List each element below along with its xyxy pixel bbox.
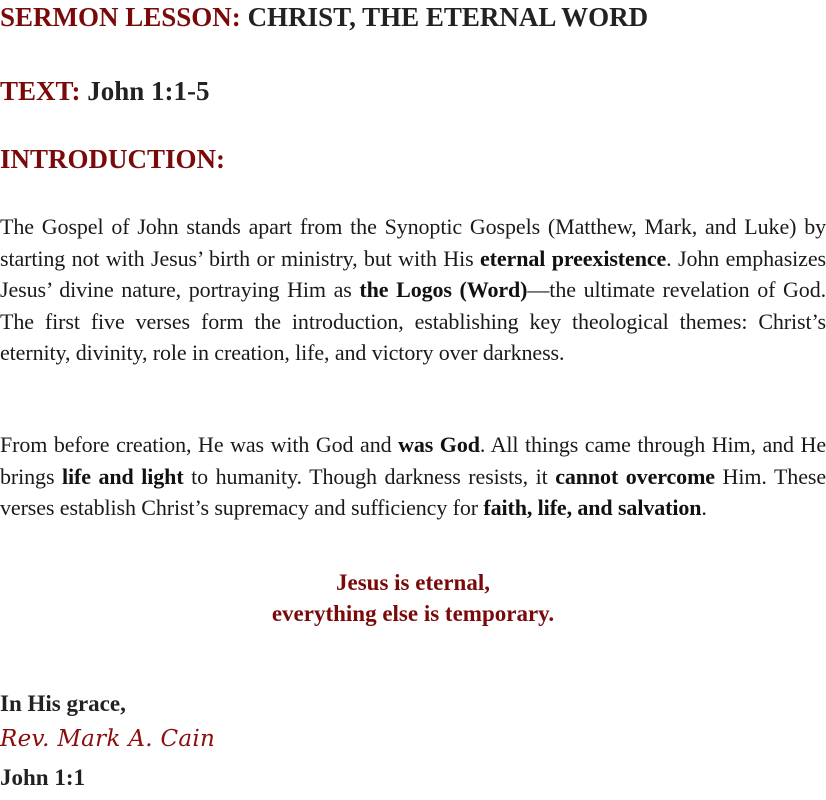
author-signature: Rev. Mark A. Cain bbox=[0, 726, 216, 752]
p2-text-2: . All things came through Him, and He brings bbox=[0, 432, 826, 489]
p2-text-3: to humanity. Though darkness resists, it bbox=[183, 463, 556, 489]
scripture-text-value: John 1:1-5 bbox=[87, 76, 210, 106]
p1-text-3: —the ultimate revelation of God. The first five verses form the introduction, establishing key theological themes: Christ’s eternity, divinity, role in creation, life, and victory over darkness. bbox=[0, 277, 826, 365]
closing-greeting: In His grace, bbox=[0, 691, 126, 716]
p1-bold-eternal-preexistence: eternal preexistence bbox=[480, 245, 667, 271]
p2-bold-cannot-overcome: cannot overcome bbox=[555, 463, 715, 489]
p2-bold-was-god: was God bbox=[398, 432, 480, 457]
scripture-text-label: TEXT: bbox=[0, 76, 81, 106]
introduction-paragraph-2 bbox=[0, 429, 826, 524]
quote-line-1: Jesus is eternal, bbox=[336, 570, 490, 595]
scripture-text bbox=[0, 75, 210, 107]
quote-line-2: everything else is temporary. bbox=[271, 601, 555, 626]
sermon-title-value: CHRIST, THE ETERNAL WORD bbox=[247, 2, 649, 32]
introduction-paragraph-1 bbox=[0, 211, 826, 369]
p2-bold-life-and-light: life and light bbox=[62, 463, 184, 489]
p1-text-1: The Gospel of John stands apart from the Synoptic Gospels (Matthew, Mark, and Luke) by starting not with Jesus’ birth or ministry, but with His bbox=[0, 214, 826, 271]
closing-reference: John 1:1 bbox=[0, 765, 85, 790]
p1-text-2: . John emphasizes Jesus’ divine nature, portraying Him as bbox=[0, 245, 826, 302]
introduction-heading: INTRODUCTION: bbox=[0, 144, 226, 174]
p1-bold-logos: the Logos (Word) bbox=[359, 277, 528, 302]
p2-text-4: Him. These verses establish Christ’s supremacy and sufficiency for bbox=[0, 463, 826, 520]
sermon-title bbox=[0, 1, 648, 33]
p2-text-5: . bbox=[701, 495, 707, 520]
p2-text-1: From before creation, He was with God and bbox=[0, 432, 399, 457]
sermon-title-label: SERMON LESSON: bbox=[0, 2, 241, 32]
highlight-quote bbox=[0, 567, 826, 629]
p2-bold-faith-life-salvation: faith, life, and salvation bbox=[483, 495, 702, 520]
